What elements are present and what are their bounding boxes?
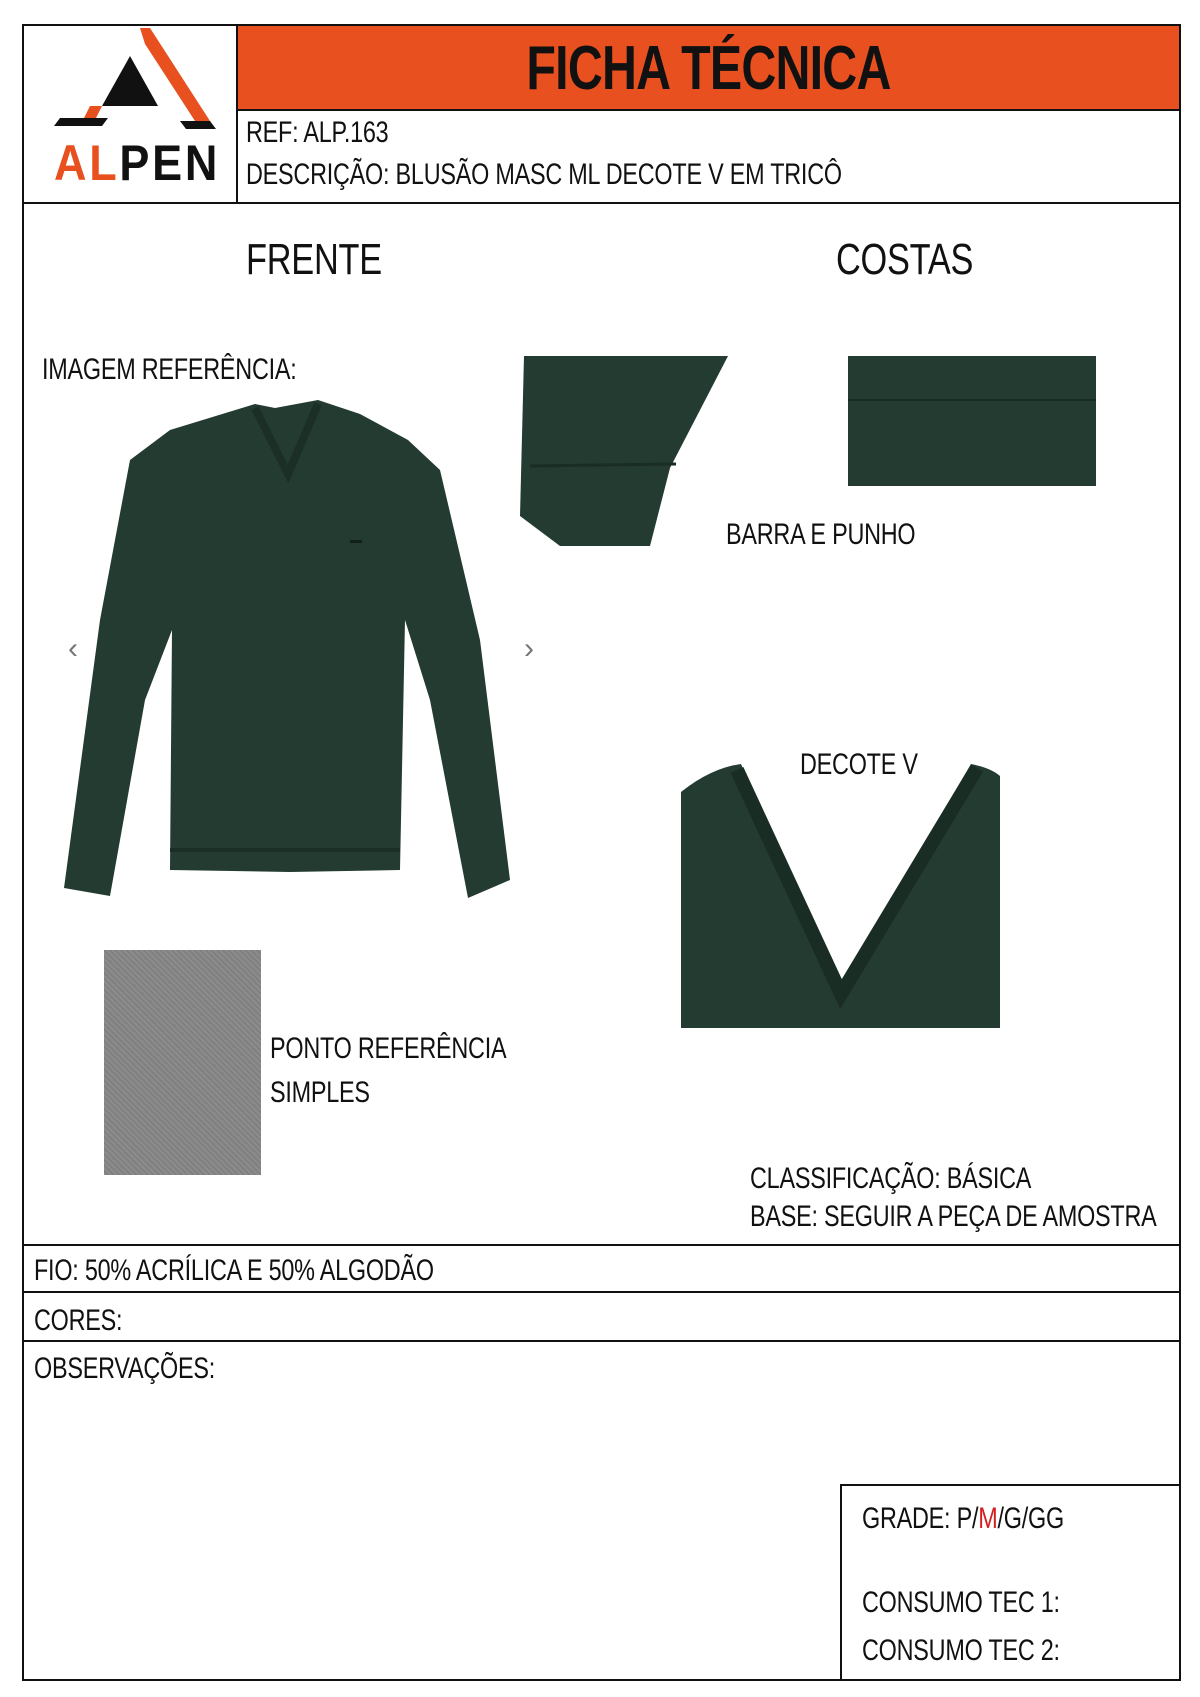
next-image-arrow-icon[interactable]: › xyxy=(524,632,534,665)
logo-text-al: AL xyxy=(54,135,120,191)
size-m-highlighted: M xyxy=(978,1502,998,1535)
consumption-1: CONSUMO TEC 1: xyxy=(862,1586,1060,1619)
mountain-logo-icon xyxy=(50,26,230,136)
page-title: FICHA TÉCNICA xyxy=(526,33,891,103)
sweater-front-image xyxy=(60,400,560,900)
size-g: G xyxy=(1003,1502,1022,1535)
stitch-swatch-image xyxy=(104,950,261,1175)
classification-text: CLASSIFICAÇÃO: BÁSICA xyxy=(750,1162,1032,1195)
header-bottom-line xyxy=(22,202,1181,204)
alpen-logo xyxy=(50,26,230,196)
stitch-label-line1: PONTO REFERÊNCIA xyxy=(270,1032,507,1065)
consumption-2: CONSUMO TEC 2: xyxy=(862,1634,1060,1667)
reference-image-label: IMAGEM REFERÊNCIA: xyxy=(42,353,297,386)
logo-text-pen: PEN xyxy=(119,135,221,191)
prev-image-arrow-icon[interactable]: ‹ xyxy=(68,632,78,665)
stitch-label-line2: SIMPLES xyxy=(270,1076,370,1109)
cores-top-line xyxy=(22,1291,1181,1293)
obs-top-line xyxy=(22,1340,1181,1342)
yarn-composition: FIO: 50% ACRÍLICA E 50% ALGODÃO xyxy=(34,1254,434,1287)
ref-text: REF: ALP.163 xyxy=(246,116,389,149)
hem-cuff-label: BARRA E PUNHO xyxy=(726,518,916,551)
neckline-label: DECOTE V xyxy=(800,748,918,781)
description-text: DESCRIÇÃO: BLUSÃO MASC ML DECOTE V EM TRICÔ xyxy=(246,158,842,191)
logo-divider xyxy=(236,24,238,204)
size-p: P xyxy=(956,1502,972,1535)
back-heading: COSTAS xyxy=(836,235,974,284)
grade-box-top xyxy=(840,1484,1181,1486)
grade-box-left xyxy=(840,1484,842,1681)
size-grade: GRADE: P/M/G/GG xyxy=(862,1502,1064,1535)
base-text: BASE: SEGUIR A PEÇA DE AMOSTRA xyxy=(750,1200,1157,1233)
hem-detail-image xyxy=(848,356,1096,486)
fio-top-line xyxy=(22,1244,1181,1246)
size-grade-label: GRADE: xyxy=(862,1502,957,1535)
colors-field: CORES: xyxy=(34,1304,123,1337)
size-gg: GG xyxy=(1028,1502,1064,1535)
neckline-detail-image xyxy=(681,764,1000,1028)
cuff-detail-image xyxy=(520,356,730,550)
front-heading: FRENTE xyxy=(246,235,382,284)
observations-field: OBSERVAÇÕES: xyxy=(34,1352,215,1385)
